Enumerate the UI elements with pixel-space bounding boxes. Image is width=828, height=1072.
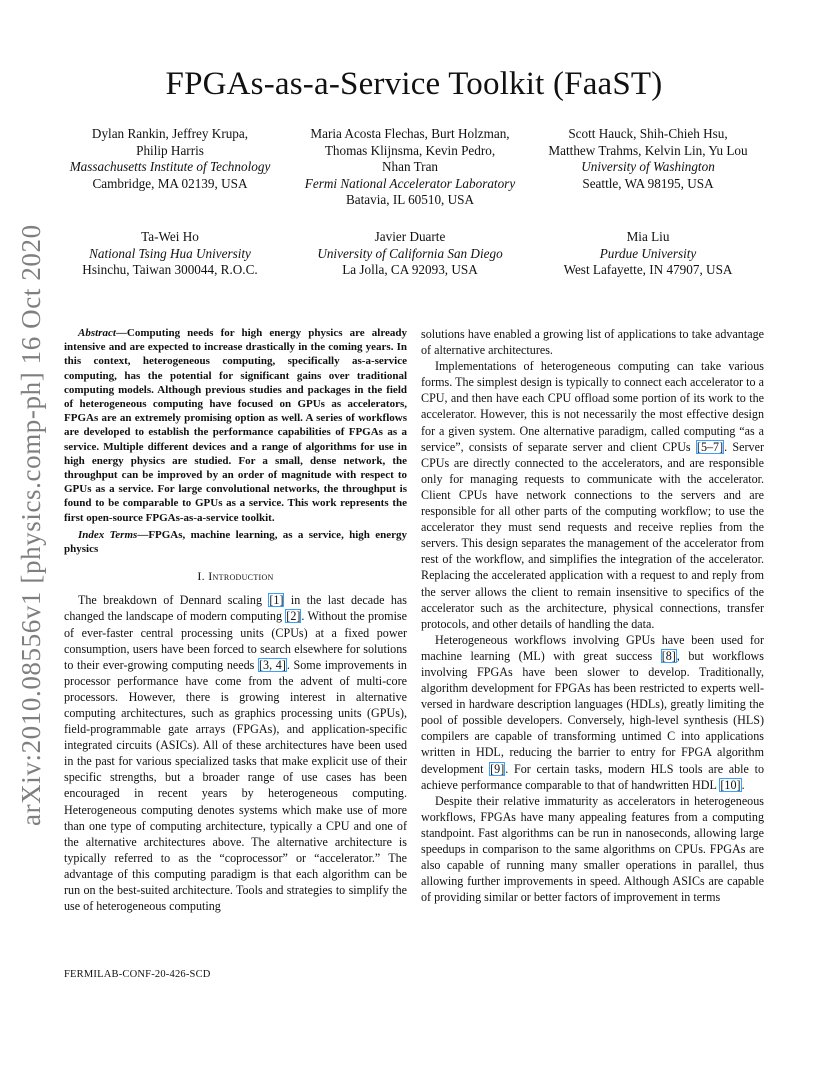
abstract [64,326,407,525]
author-block-purdue [526,229,770,279]
author-names: Mia Liu [626,229,670,244]
index-terms [64,528,407,556]
author-names: Javier Duarte [374,229,446,244]
index-terms-text: —FPGAs, machine learning, as a service, high energy physics [64,528,407,556]
author-location: West Lafayette, IN 47907, USA [563,262,733,277]
author-affiliation: University of Washington [581,159,715,174]
author-names: Matthew Trahms, Kelvin Lin, Yu Lou [548,142,748,158]
citation-link[interactable]: [9] [490,761,505,776]
author-names: Philip Harris [136,142,204,158]
citation-link[interactable]: [8] [661,648,676,663]
author-block-ucsd [280,229,540,279]
author-affiliation: Fermi National Accelerator Laboratory [304,175,516,191]
author-location: La Jolla, CA 92093, USA [342,262,478,277]
arxiv-identifier: arXiv:2010.08556v1 [physics.comp-ph] 16 Oct 2020 [16,224,46,826]
author-affiliation: Massachusetts Institute of Technology [69,159,271,174]
citation-link[interactable]: [10] [720,777,741,792]
paper-title: FPGAs-as-a-Service Toolkit (FaaST) [165,66,663,102]
index-terms-label: Index Terms [78,528,138,541]
intro-paragraph-4: Despite their relative immaturity as accelerators in heterogeneous workflows, FPGAs have many appealing features from a computing standpoint. Fast algorithms can be run in nanoseconds, allowing large speedups in comparison to the same algorithms on CPUs. FPGAs are also capable of running many smaller operations in parallel, thus allowing further improvements in speed. Although ASICs are capable of providing similar or better factors of improvement in terms [421,793,764,905]
author-location: Cambridge, MA 02139, USA [92,175,248,191]
author-location: Seattle, WA 98195, USA [582,175,714,191]
author-names: Ta-Wei Ho [141,229,199,244]
citation-link[interactable]: [5–7] [696,439,724,454]
author-names: Maria Acosta Flechas, Burt Holzman, [310,126,510,141]
intro-paragraph-1: The breakdown of Dennard scaling [1] in the last decade has changed the landscape of modern computing [2]. Without the promise of ever-faster central processing units (CPUs) at a fixed power consumption, users have been forced to search elsewhere for solutions to their ever-growing computing needs [3, 4]. Some improvements in processor performance have come from the advent of multi-core processors. However, there is growing interest in alternative computing architectures, such as graphics processing units (GPUs), field-programmable gate arrays (FPGAs), and application-specific integrated circuits (ASICs). All of these architectures have been used in the past for various specialized tasks that make explicit use of their specific strengths, but a broader range of use cases has been encouraged in recent years by heterogeneous computing. Heterogeneous computing denotes systems which make use of more than one type of computing architecture, typically a CPU and one of the alternative architectures above. The alternative architecture is typically referred to as the “coprocessor” or “accelerator.” The advantage of this computing paradigm is that each algorithm can be run on the best-suited architecture. Tools and strategies to simplify the use of heterogeneous computing [64,593,408,914]
section-heading-introduction: I. Introduction [197,569,274,584]
author-names: Scott Hauck, Shih-Chieh Hsu, [568,126,728,141]
intro-paragraph-continued: solutions have enabled a growing list of applications to take advantage of alternative architectures. [421,327,764,358]
report-number-footer: FERMILAB-CONF-20-426-SCD [64,969,211,980]
author-affiliation: National Tsing Hua University [89,245,251,261]
abstract-text: —Computing needs for high energy physics are already intensive and are expected to increase drastically in the coming years. In this context, heterogeneous computing, specifically as-a-service computing, has the potential for significant gains over traditional computing models. Although previous studies and packages in the field of heterogeneous computing have focused on GPUs as accelerators, FPGAs are an extremely promising option as well. A series of workflows are developed to establish the performance capabilities of FPGAs as a service. Multiple different devices and a range of algorithms for use in high energy physics are studied. For a small, dense network, the throughput can be improved by an order of magnitude with respect to GPUs as a service. For large convolutional networks, the throughput is found to be comparable to GPUs as a service. This work represents the first open-source FPGAs-as-a-service toolkit. [64,327,407,524]
author-block-nthu [50,229,290,279]
author-affiliation: University of California San Diego [317,245,503,261]
abstract-label: Abstract [78,327,116,339]
intro-paragraph-3: Heterogeneous workflows involving GPUs have been used for machine learning (ML) with great success [8], but workflows involving FPGAs have been slower to develop. Traditionally, algorithm development for FPGAs has been restricted to experts well-versed in hardware description languages (HDLs), greatly limiting the pool of possible developers. Conversely, high-level synthesis (HLS) compilers are capable of transforming untimed C into applications written in HDL, reducing the barrier to entry for FPGA algorithm development [9]. For certain tasks, modern HLS tools are able to achieve performance comparable to that of handwritten HDL [10]. [421,632,764,792]
author-block-fermilab [280,126,540,209]
author-names: Dylan Rankin, Jeffrey Krupa, [91,126,249,141]
author-names: Nhan Tran [381,159,439,174]
citation-link[interactable]: [1] [269,593,284,608]
author-location: Batavia, IL 60510, USA [345,192,475,207]
author-block-uw [526,126,770,192]
citation-link[interactable]: [2] [286,609,301,624]
author-affiliation: Purdue University [599,245,697,261]
right-column [421,326,764,905]
citation-link[interactable]: [3, 4] [259,657,286,672]
left-column [64,326,407,914]
intro-paragraph-2: Implementations of heterogeneous computing can take various forms. The simplest design is typically to connect each accelerator to a CPU, and then have each CPU offload some portion of its work to the accelerator. However, this is not necessarily the most effective design for a given system. One alternative paradigm, called computing “as a service”, consists of separate server and client CPUs [5–7]. Server CPUs are directly connected to the accelerators, and are responsible only for managing requests to communicate with the accelerator. Client CPUs have network connections to the servers and are responsible for all other parts of the computing workflow; to use the accelerator they must send requests and receive replies from the servers. This design separates the management of the accelerator from rest of the workflow, and simplifies the integration of the accelerator. Replacing the accelerated application with a request to and reply from the server allows the client to remain insensitive to specifics of the accelerator such as the architecture, physical connections, transfer protocols, and other details of handling the data. [421,359,764,631]
author-block-mit [50,126,290,192]
author-location: Hsinchu, Taiwan 300044, R.O.C. [82,262,258,277]
author-names: Thomas Klijnsma, Kevin Pedro, [324,142,496,158]
